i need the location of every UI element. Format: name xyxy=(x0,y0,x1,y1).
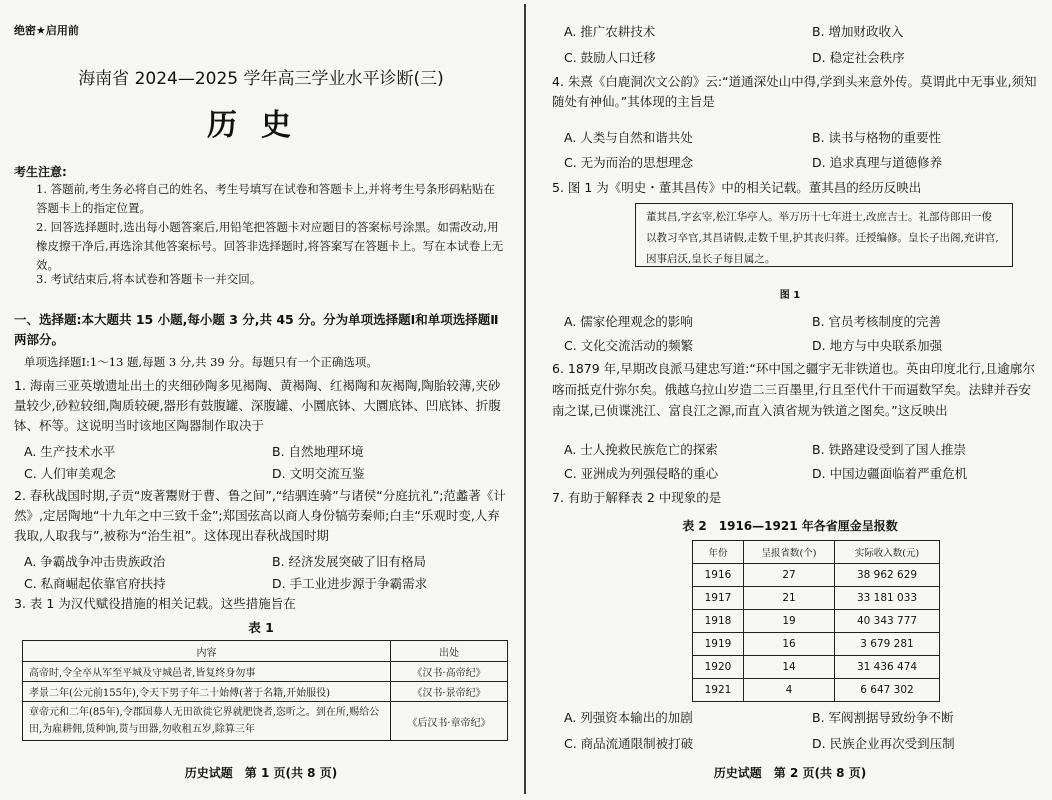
table-cell: 《后汉书·章帝纪》 xyxy=(391,702,508,741)
q2-option-c: C. 私商崛起依靠官府扶持 xyxy=(24,576,166,591)
q3-option-d: D. 稳定社会秩序 xyxy=(812,50,905,65)
q1-option-d: D. 文明交流互鉴 xyxy=(272,466,365,481)
section-subnote: 单项选择题Ⅰ:1～13 题,每题 3 分,共 39 分。每题只有一个正确选项。 xyxy=(24,355,378,369)
subject-title: 历史 xyxy=(207,108,315,143)
table-cell: 21 xyxy=(744,587,835,610)
table-1-header: 内容 xyxy=(23,641,391,662)
table-2-header: 呈报省数(个) xyxy=(744,541,835,564)
q5-option-c: C. 文化交流活动的频繁 xyxy=(564,338,694,353)
q5-option-b: B. 官员考核制度的完善 xyxy=(812,314,942,329)
table-row xyxy=(693,679,940,702)
notice-item: 1. 答题前,考生务必将自己的姓名、考生号填写在试卷和答题卡上,并将考生号条形码粘贴在答题卡上的指定位置。 xyxy=(36,182,495,215)
table-cell: 3 679 281 xyxy=(835,633,940,656)
question-2-stem: 2. 春秋战国时期,子贡“废著鬻财于曹、鲁之间”,“结驷连骑”与诸侯“分庭抗礼”;范蠡著《计然》,定居陶地“十九年之中三致千金”;郑国弦高以商人身份犒劳秦师;白圭“乐观时变,人弃我取,人取我与”,被称为“治生祖”。这体现出春秋战国时期 xyxy=(14,488,506,543)
figure-1-quote: 董其昌,字玄宰,松江华亭人。举万历十七年进士,改庶吉士。礼部侍郎田一俊以教习卒官,其昌请假,走数千里,护其丧归葬。迁授编修。皇长子出阁,充讲官,因事启沃,皇长子每目属之。 xyxy=(635,203,1013,267)
page-footer: 历史试题 第 2 页(共 8 页) xyxy=(713,766,867,780)
table-2-header: 年份 xyxy=(693,541,744,564)
section-heading: 一、选择题:本大题共 15 小题,每小题 3 分,共 45 分。分为单项选择题Ⅰ和单项选择题Ⅱ两部分。 xyxy=(14,312,499,347)
q2-option-d: D. 手工业进步源于争霸需求 xyxy=(272,576,428,591)
table-cell: 31 436 474 xyxy=(835,656,940,679)
question-5-stem: 5. 图 1 为《明史・董其昌传》中的相关记载。董其昌的经历反映出 xyxy=(552,180,922,195)
q4-option-d: D. 追求真理与道德修养 xyxy=(812,155,943,170)
q5-option-d: D. 地方与中央联系加强 xyxy=(812,338,943,353)
table-row xyxy=(693,656,940,679)
table-row xyxy=(693,564,940,587)
q7-option-b: B. 军阀割据导致纷争不断 xyxy=(812,710,954,725)
q6-option-b: B. 铁路建设受到了国人推崇 xyxy=(812,442,967,457)
figure-1-caption: 图 1 xyxy=(779,290,801,301)
question-6-stem: 6. 1879 年,早期改良派马建忠写道:“环中国之疆宇无非铁道也。英由印度北行,且逾廓尔喀而抵克什弥尔矣。俄越乌拉山岁造二三百墨里,行且至代什干而逼数罕矣。法肆并吞安南之谋,已侦谍洮江、富良江之源,而直入滇省规为铁道之图矣。”这反映出 xyxy=(552,361,1035,418)
q2-option-b: B. 经济发展突破了旧有格局 xyxy=(272,554,427,569)
table-cell: 14 xyxy=(744,656,835,679)
q6-option-a: A. 士人挽救民族危亡的探索 xyxy=(564,442,718,457)
table-cell: 33 181 033 xyxy=(835,587,940,610)
table-cell: 19 xyxy=(744,610,835,633)
table-2 xyxy=(692,540,940,702)
q6-option-d: D. 中国边疆面临着严重危机 xyxy=(812,466,968,481)
table-cell: 1917 xyxy=(693,587,744,610)
table-row xyxy=(23,702,508,741)
table-cell: 6 647 302 xyxy=(835,679,940,702)
table-cell: 孝景二年(公元前155年),令天下男子年二十始傅(著于名籍,开始服役) xyxy=(23,682,391,702)
q3-option-b: B. 增加财政收入 xyxy=(812,24,904,39)
q7-option-d: D. 民族企业再次受到压制 xyxy=(812,736,955,751)
table-row xyxy=(693,587,940,610)
table-1-header: 出处 xyxy=(391,641,508,662)
table-cell: 1919 xyxy=(693,633,744,656)
confidential-mark: 绝密★启用前 xyxy=(14,24,79,37)
q6-option-c: C. 亚洲成为列强侵略的重心 xyxy=(564,466,719,481)
table-cell: 16 xyxy=(744,633,835,656)
table-cell: 《汉书·高帝纪》 xyxy=(391,662,508,682)
q3-option-a: A. 推广农耕技术 xyxy=(564,24,656,39)
notice-item: 2. 回答选择题时,选出每小题答案后,用铅笔把答题卡对应题目的答案标号涂黑。如需改动,用橡皮擦干净后,再选涂其他答案标号。回答非选择题时,将答案写在答题卡上。写在本试卷上无效。 xyxy=(36,220,504,272)
page-2 xyxy=(530,0,1050,800)
q4-option-c: C. 无为而治的思想理念 xyxy=(564,155,694,170)
q4-option-b: B. 读书与格物的重要性 xyxy=(812,130,942,145)
q4-option-a: A. 人类与自然和谐共处 xyxy=(564,130,693,145)
table-cell: 高帝时,令全卒从军至平城及守城邑者,皆复终身勿事 xyxy=(23,662,391,682)
page-footer: 历史试题 第 1 页(共 8 页) xyxy=(184,766,338,780)
table-cell: 1916 xyxy=(693,564,744,587)
table-cell: 27 xyxy=(744,564,835,587)
page-1 xyxy=(0,0,522,800)
table-1 xyxy=(22,640,508,741)
q1-option-a: A. 生产技术水平 xyxy=(24,444,116,459)
table-2-header: 实际收入数(元) xyxy=(835,541,940,564)
table-1-caption: 表 1 xyxy=(248,620,274,635)
notice-item: 3. 考试结束后,将本试卷和答题卡一并交回。 xyxy=(36,272,262,286)
q1-option-c: C. 人们审美观念 xyxy=(24,466,116,481)
table-row xyxy=(693,633,940,656)
table-cell: 40 343 777 xyxy=(835,610,940,633)
question-3-stem: 3. 表 1 为汉代赋役措施的相关记载。这些措施旨在 xyxy=(14,596,296,611)
table-row xyxy=(23,662,508,682)
table-cell: 《汉书·景帝纪》 xyxy=(391,682,508,702)
q7-option-c: C. 商品流通限制被打破 xyxy=(564,736,694,751)
table-2-caption: 表 2 1916—1921 年各省厘金呈报数 xyxy=(682,519,898,533)
table-cell: 1921 xyxy=(693,679,744,702)
notice-heading: 考生注意: xyxy=(14,165,67,179)
question-7-stem: 7. 有助于解释表 2 中现象的是 xyxy=(552,490,722,505)
table-row xyxy=(693,610,940,633)
question-4-stem: 4. 朱熹《白鹿洞次文公韵》云:“道通深处山中得,学到头来意外传。莫谓此中无事业,须知随处有神仙。”其体现的主旨是 xyxy=(552,74,1037,109)
exam-title: 海南省 2024—2025 学年高三学业水平诊断(三) xyxy=(78,69,444,89)
table-row xyxy=(23,682,508,702)
table-cell: 1918 xyxy=(693,610,744,633)
table-cell: 章帝元和二年(85年),令郡国募人无田欲徙它界就肥饶者,恣听之。到在所,赐给公田,为雇耕佣,赁种饷,贳与田器,勿收租五岁,除算三年 xyxy=(23,702,391,741)
table-cell: 38 962 629 xyxy=(835,564,940,587)
q2-option-a: A. 争霸战争冲击贵族政治 xyxy=(24,554,166,569)
page-divider xyxy=(524,4,526,794)
q7-option-a: A. 列强资本输出的加剧 xyxy=(564,710,693,725)
table-cell: 4 xyxy=(744,679,835,702)
question-1-stem: 1. 海南三亚英墩遗址出土的夹细砂陶多见褐陶、黄褐陶、红褐陶和灰褐陶,陶胎较薄,夹砂量较少,砂粒较细,陶质较硬,器形有鼓腹罐、深腹罐、小圜底钵、大圜底钵、凹底钵、折腹钵、杯等。这说明当时该地区陶器制作取决于 xyxy=(14,378,501,433)
q1-option-b: B. 自然地理环境 xyxy=(272,444,364,459)
q5-option-a: A. 儒家伦理观念的影响 xyxy=(564,314,693,329)
q3-option-c: C. 鼓励人口迁移 xyxy=(564,50,656,65)
table-cell: 1920 xyxy=(693,656,744,679)
